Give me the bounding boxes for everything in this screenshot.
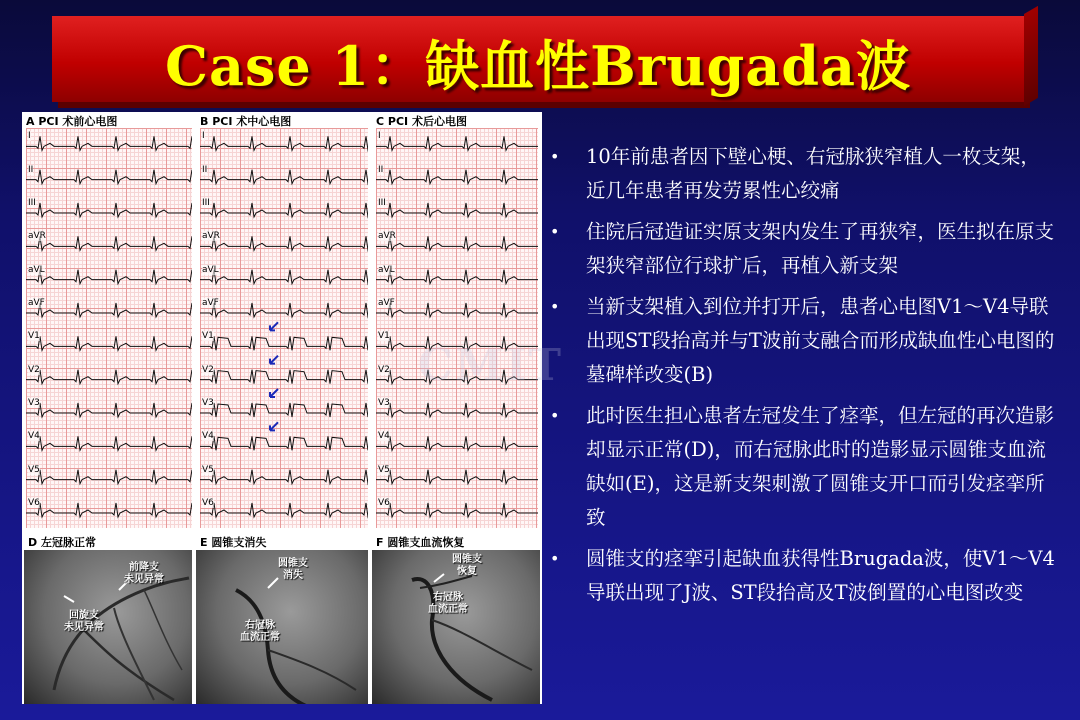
ecg-trace-III: [200, 203, 368, 217]
ecg-trace-aVR: [200, 236, 368, 250]
angio-annotation: 右冠脉 血流正常: [240, 620, 280, 643]
bullet-item: [550, 290, 1055, 392]
lead-label: I: [202, 131, 205, 142]
ecg-panel-a: [22, 112, 196, 532]
ecg-traces: [376, 128, 538, 528]
lead-label: II: [378, 164, 384, 175]
bullet-marker: •: [550, 297, 560, 316]
ecg-trace-aVF: [200, 303, 368, 317]
lead-label: V2: [202, 364, 214, 375]
lead-label: V3: [28, 398, 40, 408]
title-banner: [52, 16, 1024, 102]
bullet-marker: •: [550, 549, 560, 568]
ecg-trace-III: [26, 203, 192, 217]
ecg-trace-II: [26, 170, 192, 184]
lead-label: III: [202, 198, 210, 208]
ecg-trace-V4: [376, 436, 538, 450]
ecg-trace-V6: [200, 503, 368, 517]
ecg-traces: [26, 128, 192, 528]
lead-label: V4: [202, 431, 214, 442]
lead-label: V6: [202, 498, 214, 508]
lead-label: II: [202, 164, 208, 175]
ecg-trace-aVF: [26, 303, 192, 317]
lead-label: V1: [378, 331, 390, 342]
lead-label: I: [28, 131, 31, 142]
bullet-marker: •: [550, 406, 560, 425]
lead-label: aVR: [378, 231, 396, 242]
lead-label: aVF: [28, 298, 45, 308]
arrow-icon: [270, 322, 278, 330]
ecg-trace-V5: [200, 470, 368, 484]
lead-label: V5: [202, 464, 214, 475]
ecg-trace-aVL: [200, 270, 368, 284]
bullet-item: [550, 215, 1055, 283]
lead-label: V4: [28, 431, 40, 442]
ecg-trace-V1: [200, 336, 368, 350]
lead-label: aVF: [378, 298, 395, 308]
angio-panel-e: [196, 536, 368, 704]
lead-label: V6: [378, 498, 390, 508]
lead-label: V6: [28, 498, 40, 508]
lead-label: V3: [202, 398, 214, 408]
lead-label: V1: [28, 331, 40, 342]
ecg-trace-V6: [376, 503, 538, 517]
ecg-panel-label: B PCI 术中心电图: [200, 115, 292, 128]
angio-annotation: 回旋支 未见异常: [64, 610, 104, 633]
ecg-trace-V2: [26, 370, 192, 384]
angio-panel-f: [372, 536, 540, 704]
ecg-trace-V3: [376, 403, 538, 417]
lead-label: V2: [378, 364, 390, 375]
ecg-trace-V3: [26, 403, 192, 417]
ecg-panel-label: A PCI 术前心电图: [26, 115, 118, 128]
ecg-trace-V4: [26, 436, 192, 450]
angio-annotation: 前降支 未见异常: [124, 562, 164, 585]
ecg-trace-I: [200, 136, 368, 150]
ecg-angiography-figure: [22, 112, 542, 704]
lead-label: III: [378, 198, 386, 208]
bullet-text: 此时医生担心患者左冠发生了痉挛，但左冠的再次造影却显示正常(D)，而右冠脉此时的造影显示圆锥支血流缺如(E)，这是新支架刺激了圆锥支开口而引发痉挛所致: [586, 404, 1055, 529]
bullet-text: 10年前患者因下壁心梗、右冠脉狭窄植人一枚支架，近几年患者再发劳累性心绞痛: [586, 145, 1040, 202]
ecg-trace-II: [200, 170, 368, 184]
bullet-item: [550, 399, 1055, 535]
ecg-trace-III: [376, 203, 538, 217]
lead-label: V3: [378, 398, 390, 408]
ecg-panel-b: [196, 112, 372, 532]
angio-annotation: 右冠脉 血流正常: [428, 592, 468, 615]
bullet-text: 圆锥支的痉挛引起缺血获得性Brugada波，使V1～V4导联出现了J波、ST段抬高及T波倒置的心电图改变: [586, 547, 1055, 604]
ecg-trace-aVL: [26, 270, 192, 284]
lead-label: V1: [202, 331, 214, 342]
bullet-list: [550, 140, 1055, 617]
lead-label: I: [378, 131, 381, 142]
angio-panel-label: F 圆锥支血流恢复: [372, 536, 540, 550]
ecg-trace-I: [26, 136, 192, 150]
ecg-trace-V2: [200, 370, 368, 384]
angio-panel-d: [24, 536, 192, 704]
arrow-icon: [270, 422, 278, 430]
lead-label: II: [28, 164, 34, 175]
angiogram-image: [24, 550, 192, 704]
bullet-marker: •: [550, 222, 560, 241]
lead-label: V2: [28, 364, 40, 375]
ecg-panel-label: C PCI 术后心电图: [376, 115, 467, 128]
lead-label: V5: [378, 464, 390, 475]
ecg-panel-c: [372, 112, 542, 532]
lead-label: aVR: [202, 231, 220, 242]
ecg-trace-aVR: [26, 236, 192, 250]
bullet-text: 当新支架植入到位并打开后，患者心电图V1～V4导联出现ST段抬高并与T波前支融合而形成缺血性心电图的墓碑样改变(B): [586, 295, 1055, 386]
ecg-trace-V1: [26, 336, 192, 350]
ecg-trace-V6: [26, 503, 192, 517]
ecg-traces: [200, 128, 368, 528]
bullet-marker: •: [550, 147, 560, 166]
ecg-trace-II: [376, 170, 538, 184]
lead-label: V4: [378, 431, 390, 442]
lead-label: aVR: [28, 231, 46, 242]
arrow-icon: [270, 356, 278, 364]
angio-panel-label: D 左冠脉正常: [24, 536, 192, 550]
lead-label: V5: [28, 464, 40, 475]
ecg-trace-aVR: [376, 236, 538, 250]
ecg-trace-aVL: [376, 270, 538, 284]
angio-annotation: 圆锥支 消失: [278, 558, 308, 581]
lead-label: aVL: [202, 264, 219, 275]
lead-label: aVF: [202, 298, 219, 308]
angio-annotation: 圆锥支 恢复: [452, 554, 482, 577]
lead-label: aVL: [28, 264, 45, 275]
angio-panel-label: E 圆锥支消失: [196, 536, 368, 550]
lead-label: III: [28, 198, 36, 208]
ecg-trace-aVF: [376, 303, 538, 317]
arrow-icon: [270, 389, 278, 397]
watermark: CMIT: [418, 340, 564, 391]
ecg-trace-V5: [26, 470, 192, 484]
ecg-trace-I: [376, 136, 538, 150]
bullet-item: [550, 140, 1055, 208]
ecg-trace-V5: [376, 470, 538, 484]
bullet-item: [550, 542, 1055, 610]
bullet-text: 住院后冠造证实原支架内发生了再狭窄，医生拟在原支架狭窄部位行球扩后，再植入新支架: [586, 220, 1055, 277]
slide-title: Case 1：缺血性Brugada波: [165, 34, 911, 98]
ecg-trace-V4: [200, 436, 368, 450]
lead-label: aVL: [378, 264, 395, 275]
ecg-trace-V3: [200, 403, 368, 417]
